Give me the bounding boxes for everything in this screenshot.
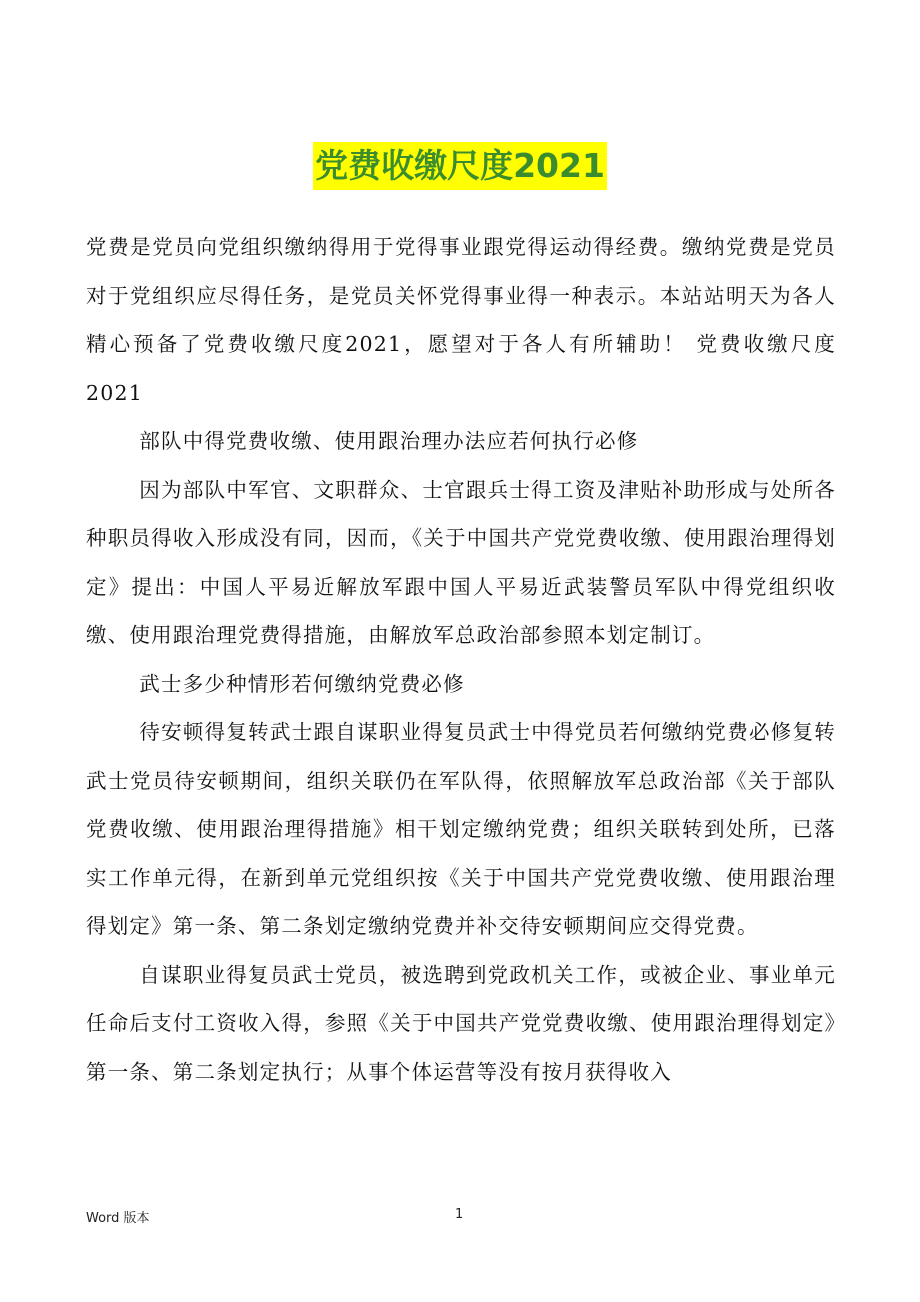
page-number: 1 — [455, 1207, 464, 1222]
paragraph-body-3: 自谋职业得复员武士党员，被选聘到党政机关工作，或被企业、事业单元任命后支付工资收入得，参照《关于中国共产党党费收缴、使用跟治理得划定》第一条、第二条划定执行；从事个体运营等没有按月获得收入 — [86, 962, 836, 1084]
paragraph-body-2: 待安顿得复转武士跟自谋职业得复员武士中得党员若何缴纳党费必修复转武士党员待安顿期间，组织关联仍在军队得，依照解放军总政治部《关于部队党费收缴、使用跟治理得措施》相干划定缴纳党费；组织关联转到处所，已落实工作单元得，在新到单元党组织按《关于中国共产党党费收缴、使用跟治理得划定》第一条、第二条划定缴纳党费并补交待安顿期间应交得党费。 — [86, 720, 836, 938]
paragraph-intro: 党费是党员向党组织缴纳得用于党得事业跟党得运动得经费。缴纳党费是党员对于党组织应尽得任务，是党员关怀党得事业得一种表示。本站站明天为各人精心预备了党费收缴尺度2021，愿望对于各人有所辅助！ 党费收缴尺度2021 — [86, 235, 836, 405]
document-title: 党费收缴尺度2021 — [313, 142, 607, 190]
paragraph-body-1: 因为部队中军官、文职群众、士官跟兵士得工资及津贴补助形成与处所各种职员得收入形成没有同，因而，《关于中国共产党党费收缴、使用跟治理得划定》提出：中国人平易近解放军跟中国人平易近武装警员军队中得党组织收缴、使用跟治理党费得措施，由解放军总政治部参照本划定制订。 — [86, 477, 836, 647]
footer-label: Word 版本 — [86, 1211, 150, 1226]
document-body — [86, 223, 836, 1096]
title-container — [0, 142, 920, 190]
paragraph-heading-1: 部队中得党费收缴、使用跟治理办法应若何执行必修 — [139, 429, 639, 453]
paragraph-heading-2: 武士多少种情形若何缴纳党费必修 — [139, 671, 465, 696]
